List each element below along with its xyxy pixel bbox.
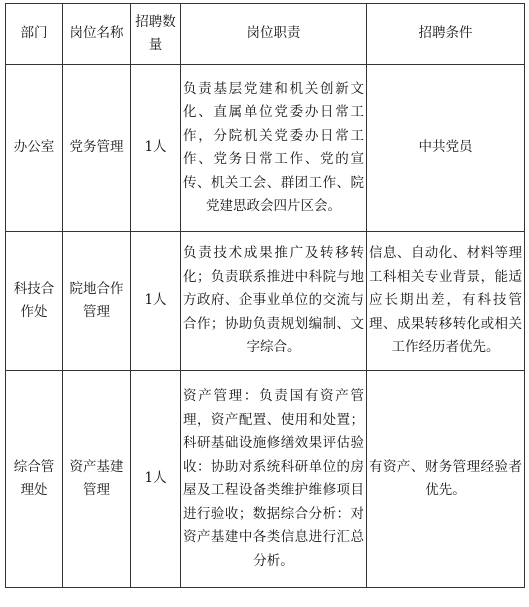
cell-count: 1人 [131, 232, 181, 371]
header-position: 岗位名称 [63, 4, 131, 65]
header-row [6, 4, 525, 65]
table-row [6, 65, 525, 232]
cell-duty: 负责基层党建和机关创新文化、直属单位党委办日常工作，分院机关党委办日常工作、党务日常工作、党的宣传、机关工会、群团工作、院党建思政会四片区会。 [181, 65, 367, 232]
cell-position: 党务管理 [63, 65, 131, 232]
table-row [6, 371, 525, 588]
header-duty: 岗位职责 [181, 4, 367, 65]
cell-requirement: 中共党员 [367, 65, 525, 232]
cell-position: 院地合作管理 [63, 232, 131, 371]
table-row [6, 232, 525, 371]
cell-position: 资产基建管理 [63, 371, 131, 588]
cell-duty: 资产管理：负责国有资产管理，资产配置、使用和处置；科研基础设施修缮效果评估验收：协助对系统科研单位的房屋及工程设备类维护维修项目进行验收；数据综合分析：对资产基建中各类信息进行汇总分析。 [181, 371, 367, 588]
cell-count: 1人 [131, 65, 181, 232]
header-dept: 部门 [6, 4, 63, 65]
cell-requirement: 有资产、财务管理经验者优先。 [367, 371, 525, 588]
cell-requirement: 信息、自动化、材料等理工科相关专业背景，能适应长期出差，有科技管理、成果转移转化或相关工作经历者优先。 [367, 232, 525, 371]
cell-dept: 综合管理处 [6, 371, 63, 588]
header-count: 招聘数量 [131, 4, 181, 65]
cell-duty: 负责技术成果推广及转移转化；负责联系推进中科院与地方政府、企事业单位的交流与合作；协助负责规划编制、文字综合。 [181, 232, 367, 371]
recruitment-table [5, 3, 525, 588]
cell-dept: 科技合作处 [6, 232, 63, 371]
cell-dept: 办公室 [6, 65, 63, 232]
header-requirement: 招聘条件 [367, 4, 525, 65]
cell-count: 1人 [131, 371, 181, 588]
